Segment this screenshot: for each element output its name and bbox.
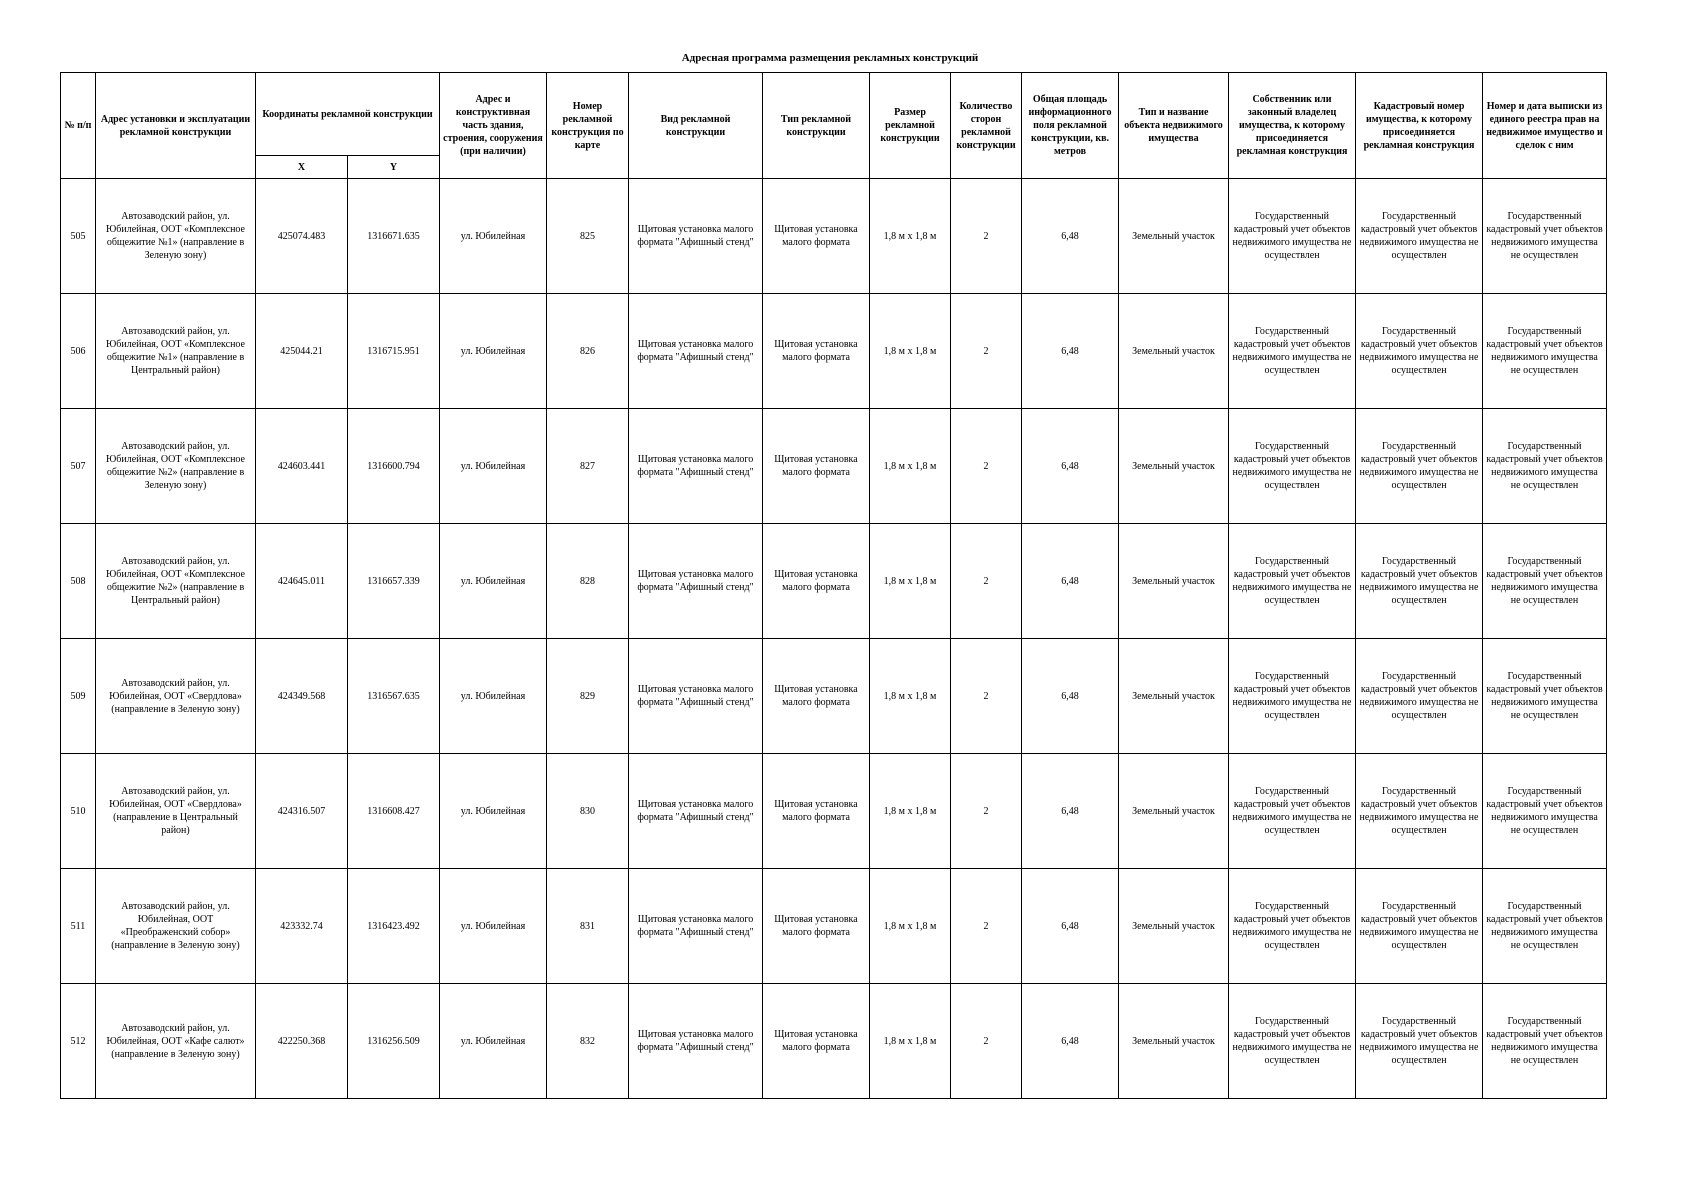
cell-kind: Щитовая установка малого формата "Афишный стенд" [629, 179, 763, 294]
cell-num: 507 [61, 409, 96, 524]
cell-kind: Щитовая установка малого формата "Афишный стенд" [629, 294, 763, 409]
cell-owner: Государственный кадастровый учет объектов недвижимого имущества не осуществлен [1229, 179, 1356, 294]
cell-x: 424603.441 [256, 409, 348, 524]
cell-building: ул. Юбилейная [440, 524, 547, 639]
cell-type: Щитовая установка малого формата [763, 869, 870, 984]
cell-kind: Щитовая установка малого формата "Афишный стенд" [629, 639, 763, 754]
cell-area: 6,48 [1022, 869, 1119, 984]
cell-cadastral: Государственный кадастровый учет объектов недвижимого имущества не осуществлен [1356, 409, 1483, 524]
cell-sides: 2 [951, 869, 1022, 984]
cell-type: Щитовая установка малого формата [763, 179, 870, 294]
cell-registry: Государственный кадастровый учет объектов недвижимого имущества не осуществлен [1483, 409, 1607, 524]
cell-y: 1316671.635 [348, 179, 440, 294]
cell-registry: Государственный кадастровый учет объектов недвижимого имущества не осуществлен [1483, 294, 1607, 409]
cell-map-number: 826 [547, 294, 629, 409]
cell-y: 1316657.339 [348, 524, 440, 639]
cell-building: ул. Юбилейная [440, 754, 547, 869]
cell-building: ул. Юбилейная [440, 869, 547, 984]
table-row [61, 869, 1607, 984]
cell-cadastral: Государственный кадастровый учет объектов недвижимого имущества не осуществлен [1356, 869, 1483, 984]
cell-x: 424645.011 [256, 524, 348, 639]
header-registry: Номер и дата выписки из единого реестра прав на недвижимое имущество и сделок с ним [1483, 73, 1607, 179]
cell-x: 425074.483 [256, 179, 348, 294]
cell-registry: Государственный кадастровый учет объектов недвижимого имущества не осуществлен [1483, 524, 1607, 639]
cell-cadastral: Государственный кадастровый учет объектов недвижимого имущества не осуществлен [1356, 294, 1483, 409]
cell-registry: Государственный кадастровый учет объектов недвижимого имущества не осуществлен [1483, 869, 1607, 984]
header-area: Общая площадь информационного поля рекламной конструкции, кв. метров [1022, 73, 1119, 179]
cell-size: 1,8 м х 1,8 м [870, 754, 951, 869]
table-row [61, 524, 1607, 639]
cell-size: 1,8 м х 1,8 м [870, 984, 951, 1099]
header-building: Адрес и конструктивная часть здания, строения, сооружения (при наличии) [440, 73, 547, 179]
cell-area: 6,48 [1022, 754, 1119, 869]
table-body [61, 179, 1607, 1099]
cell-area: 6,48 [1022, 409, 1119, 524]
cell-size: 1,8 м х 1,8 м [870, 409, 951, 524]
cell-x: 424316.507 [256, 754, 348, 869]
cell-sides: 2 [951, 179, 1022, 294]
cell-owner: Государственный кадастровый учет объектов недвижимого имущества не осуществлен [1229, 524, 1356, 639]
cell-sides: 2 [951, 294, 1022, 409]
cell-registry: Государственный кадастровый учет объектов недвижимого имущества не осуществлен [1483, 984, 1607, 1099]
cell-owner: Государственный кадастровый учет объектов недвижимого имущества не осуществлен [1229, 639, 1356, 754]
cell-map-number: 827 [547, 409, 629, 524]
cell-map-number: 829 [547, 639, 629, 754]
cell-building: ул. Юбилейная [440, 639, 547, 754]
cell-x: 423332.74 [256, 869, 348, 984]
table-row [61, 754, 1607, 869]
cell-registry: Государственный кадастровый учет объектов недвижимого имущества не осуществлен [1483, 179, 1607, 294]
header-x: X [256, 156, 348, 179]
cell-num: 505 [61, 179, 96, 294]
cell-x: 425044.21 [256, 294, 348, 409]
cell-sides: 2 [951, 524, 1022, 639]
cell-registry: Государственный кадастровый учет объектов недвижимого имущества не осуществлен [1483, 639, 1607, 754]
cell-owner: Государственный кадастровый учет объектов недвижимого имущества не осуществлен [1229, 294, 1356, 409]
table-row [61, 984, 1607, 1099]
cell-owner: Государственный кадастровый учет объектов недвижимого имущества не осуществлен [1229, 984, 1356, 1099]
cell-y: 1316256.509 [348, 984, 440, 1099]
cell-sides: 2 [951, 754, 1022, 869]
header-owner: Собственник или законный владелец имущества, к которому присоединяется рекламная конструкция [1229, 73, 1356, 179]
cell-kind: Щитовая установка малого формата "Афишный стенд" [629, 524, 763, 639]
cell-cadastral: Государственный кадастровый учет объектов недвижимого имущества не осуществлен [1356, 984, 1483, 1099]
cell-y: 1316608.427 [348, 754, 440, 869]
cell-x: 424349.568 [256, 639, 348, 754]
cell-num: 509 [61, 639, 96, 754]
cell-address: Автозаводский район, ул. Юбилейная, ООТ «Свердлова» (направление в Центральный район) [96, 754, 256, 869]
cell-property-type: Земельный участок [1119, 294, 1229, 409]
cell-map-number: 830 [547, 754, 629, 869]
cell-building: ул. Юбилейная [440, 984, 547, 1099]
cell-sides: 2 [951, 639, 1022, 754]
cell-kind: Щитовая установка малого формата "Афишный стенд" [629, 409, 763, 524]
cell-type: Щитовая установка малого формата [763, 524, 870, 639]
cell-property-type: Земельный участок [1119, 754, 1229, 869]
cell-size: 1,8 м х 1,8 м [870, 294, 951, 409]
cell-registry: Государственный кадастровый учет объектов недвижимого имущества не осуществлен [1483, 754, 1607, 869]
document-title: Адресная программа размещения рекламных конструкций [681, 52, 979, 64]
header-sides: Количество сторон рекламной конструкции [951, 73, 1022, 179]
cell-type: Щитовая установка малого формата [763, 294, 870, 409]
cell-map-number: 828 [547, 524, 629, 639]
cell-property-type: Земельный участок [1119, 179, 1229, 294]
cell-property-type: Земельный участок [1119, 984, 1229, 1099]
cell-area: 6,48 [1022, 639, 1119, 754]
cell-type: Щитовая установка малого формата [763, 639, 870, 754]
header-map-number: Номер рекламной конструкция по карте [547, 73, 629, 179]
cell-property-type: Земельный участок [1119, 639, 1229, 754]
header-coords: Координаты рекламной конструкции [256, 73, 440, 156]
cell-y: 1316715.951 [348, 294, 440, 409]
cell-cadastral: Государственный кадастровый учет объектов недвижимого имущества не осуществлен [1356, 754, 1483, 869]
cell-map-number: 831 [547, 869, 629, 984]
cell-property-type: Земельный участок [1119, 869, 1229, 984]
cell-type: Щитовая установка малого формата [763, 984, 870, 1099]
cell-address: Автозаводский район, ул. Юбилейная, ООТ «Кафе салют» (направление в Зеленую зону) [96, 984, 256, 1099]
cell-x: 422250.368 [256, 984, 348, 1099]
cell-num: 508 [61, 524, 96, 639]
header-num: № п/п [61, 73, 96, 179]
cell-y: 1316567.635 [348, 639, 440, 754]
header-address: Адрес установки и эксплуатации рекламной конструкции [96, 73, 256, 179]
cell-y: 1316600.794 [348, 409, 440, 524]
cell-sides: 2 [951, 984, 1022, 1099]
cell-map-number: 832 [547, 984, 629, 1099]
header-y: Y [348, 156, 440, 179]
cell-cadastral: Государственный кадастровый учет объектов недвижимого имущества не осуществлен [1356, 179, 1483, 294]
cell-kind: Щитовая установка малого формата "Афишный стенд" [629, 869, 763, 984]
cell-building: ул. Юбилейная [440, 294, 547, 409]
header-size: Размер рекламной конструкции [870, 73, 951, 179]
cell-address: Автозаводский район, ул. Юбилейная, ООТ «Комплексное общежитие №1» (направление в Центральный район) [96, 294, 256, 409]
cell-y: 1316423.492 [348, 869, 440, 984]
cell-cadastral: Государственный кадастровый учет объектов недвижимого имущества не осуществлен [1356, 524, 1483, 639]
table-row [61, 179, 1607, 294]
cell-kind: Щитовая установка малого формата "Афишный стенд" [629, 984, 763, 1099]
cell-num: 511 [61, 869, 96, 984]
cell-num: 512 [61, 984, 96, 1099]
header-property-type: Тип и название объекта недвижимого имущества [1119, 73, 1229, 179]
cell-size: 1,8 м х 1,8 м [870, 524, 951, 639]
cell-address: Автозаводский район, ул. Юбилейная, ООТ «Комплексное общежитие №2» (направление в Центральный район) [96, 524, 256, 639]
table-row [61, 639, 1607, 754]
cell-area: 6,48 [1022, 179, 1119, 294]
header-type: Тип рекламной конструкции [763, 73, 870, 179]
cell-property-type: Земельный участок [1119, 524, 1229, 639]
cell-owner: Государственный кадастровый учет объектов недвижимого имущества не осуществлен [1229, 754, 1356, 869]
cell-kind: Щитовая установка малого формата "Афишный стенд" [629, 754, 763, 869]
cell-size: 1,8 м х 1,8 м [870, 639, 951, 754]
cell-address: Автозаводский район, ул. Юбилейная, ООТ «Свердлова» (направление в Зеленую зону) [96, 639, 256, 754]
cell-type: Щитовая установка малого формата [763, 754, 870, 869]
cell-owner: Государственный кадастровый учет объектов недвижимого имущества не осуществлен [1229, 869, 1356, 984]
cell-address: Автозаводский район, ул. Юбилейная, ООТ «Комплексное общежитие №1» (направление в Зеленую зону) [96, 179, 256, 294]
table-row [61, 294, 1607, 409]
cell-building: ул. Юбилейная [440, 409, 547, 524]
cell-size: 1,8 м х 1,8 м [870, 869, 951, 984]
cell-num: 506 [61, 294, 96, 409]
header-kind: Вид рекламной конструкции [629, 73, 763, 179]
cell-owner: Государственный кадастровый учет объектов недвижимого имущества не осуществлен [1229, 409, 1356, 524]
cell-area: 6,48 [1022, 524, 1119, 639]
cell-sides: 2 [951, 409, 1022, 524]
header-cadastral: Кадастровый номер имущества, к которому присоединяется рекламная конструкция [1356, 73, 1483, 179]
cell-address: Автозаводский район, ул. Юбилейная, ООТ «Преображенский собор» (направление в Зеленую зону) [96, 869, 256, 984]
cell-area: 6,48 [1022, 984, 1119, 1099]
cell-area: 6,48 [1022, 294, 1119, 409]
header-row [61, 73, 1607, 156]
cell-type: Щитовая установка малого формата [763, 409, 870, 524]
cell-building: ул. Юбилейная [440, 179, 547, 294]
cell-cadastral: Государственный кадастровый учет объектов недвижимого имущества не осуществлен [1356, 639, 1483, 754]
advertising-structures-table [60, 72, 1607, 1099]
cell-num: 510 [61, 754, 96, 869]
cell-size: 1,8 м х 1,8 м [870, 179, 951, 294]
table-row [61, 409, 1607, 524]
cell-map-number: 825 [547, 179, 629, 294]
cell-address: Автозаводский район, ул. Юбилейная, ООТ «Комплексное общежитие №2» (направление в Зеленую зону) [96, 409, 256, 524]
cell-property-type: Земельный участок [1119, 409, 1229, 524]
